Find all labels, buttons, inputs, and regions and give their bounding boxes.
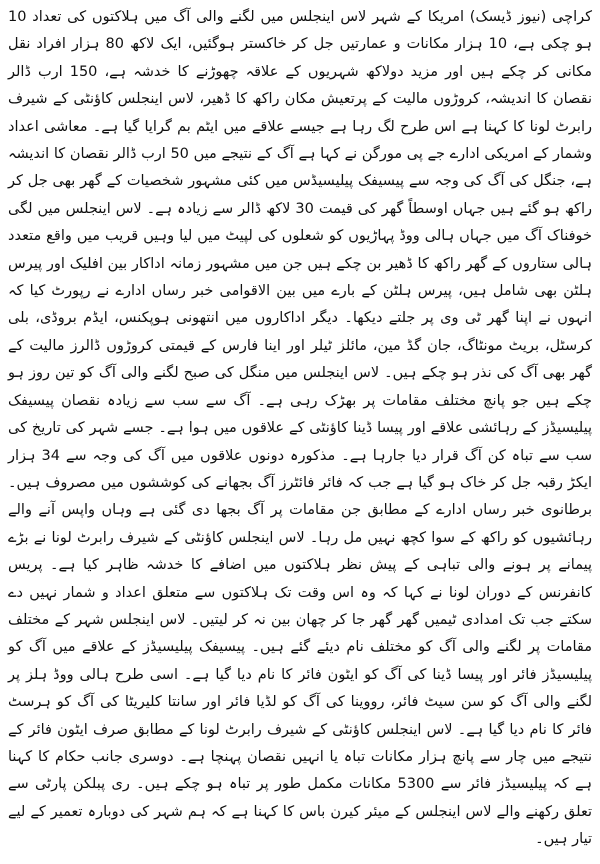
article-body: کراچی (نیوز ڈیسک) امریکا کے شہر لاس اینجلس میں لگنے والی آگ میں ہلاکتوں کی تعداد 10 ہو چکی ہے، 10 ہزار مکانات و عمارتیں جل کر خاکستر ہوگئیں، ایک لاکھ 80 ہزار افراد نقل مکانی کر چکے ہیں اور مزید دولاکھ شہریوں کے علاقہ چھوڑنے کا خدشہ ہے، 150 ارب ڈالر نقصان کا اندیشہ، کروڑوں مالیت کے پرتعیش مکان راکھ کا ڈھیر، لاس اینجلس کاؤنٹی کے شیرف رابرٹ لونا کا کہنا ہے اس طرح لگ رہا ہے جیسے علاقے میں ایٹم بم گرایا گیا ہے۔ معاشی اعداد وشمار کے امریکی ادارے جے پی مورگن نے کہا ہے آگ کے نتیجے میں 50 ارب ڈالر نقصان کا اندیشہ ہے، جنگل کی آگ کی وجہ سے پیسیفک پیلیسیڈس میں کئی مشہور شخصیات کے گھر بھی جل کر راکھ ہو گئے ہیں جہاں اوسطاً گھر کی قیمت 30 لاکھ ڈالر سے زیادہ ہے۔ لاس اینجلس میں لگی خوفناک آگ میں جہاں ہالی ووڈ پہاڑیوں کو شعلوں کی لپیٹ میں لیا وہیں قریب میں واقع متعدد ہالی ستاروں کے گھر راکھ کا ڈھیر بن چکے ہیں جن میں مشہور زمانہ اداکار بین افلیک اور پیرس ہلٹن بھی شامل ہیں، پیرس ہلٹن کے بارے میں بین الاقوامی خبر رساں ادارے نے رپورٹ کیا کہ انہوں نے اپنا گھر ٹی وی پر جلتے دیکھا۔ دیگر اداکاروں میں انتھونی ہوپکنس، ایڈم بروڈی، بلی کرسٹل، بریٹ مونٹاگ، جان گڈ مین، مائلز ٹیلر اور اینا فارس کے قیمتی کروڑوں ڈالرز مالیت کے گھر بھی آگ کی نذر ہو چکے ہیں۔ لاس اینجلس میں منگل کی صبح لگنے والی آگ کو تین روز ہو چکے ہیں جو پانچ مختلف مقامات پر بھڑک رہی ہے۔ آگ سے سب سے زیادہ نقصان پیسیفک پیلیسیڈز کے رہائشی علاقے اور پیسا ڈینا کاؤنٹی کے علاقوں میں ہوا ہے۔ جسے شہر کی تاریخ کی سب سے تباہ کن آگ قرار دیا جارہا ہے۔ مذکورہ دونوں علاقوں میں آگ کی وجہ سے 34 ہزار ایکڑ رقبہ جل کر خاک ہو گیا ہے جب کہ فائر فائٹرز آگ بجھانے کی کوششوں میں مصروف ہیں۔ برطانوی خبر رساں ادارے کے مطابق جن مقامات پر آگ بجھا دی گئی ہے وہاں واپس آنے والے رہائشیوں کو راکھ کے سوا کچھ نہیں مل رہا۔ لاس اینجلس کاؤنٹی کے شیرف رابرٹ لونا نے بڑے پیمانے پر ہونے والی تباہی کے پیش نظر ہلاکتوں میں اضافے کا خدشہ ظاہر کیا ہے۔ پریس کانفرنس کے دوران لونا نے کہا کہ وہ اس وقت تک ہلاکتوں سے متعلق اعداد و شمار نہیں دے سکتے جب تک امدادی ٹیمیں گھر گھر جا کر چھان بین نہ کر لیتیں۔ لاس اینجلس شہر کے مختلف مقامات پر لگنے والی آگ کو مختلف نام دیئے گئے ہیں۔ پیسیفک پیلیسیڈز کے علاقے میں آگ کو پیلیسیڈز فائر اور پیسا ڈینا کی آگ کو ایٹون فائر کا نام دیا گیا ہے۔ اسی طرح ہالی ووڈ ہلز پر لگنے والی آگ کو سن سیٹ فائر، رووینا کی آگ کو لڈیا فائر اور سانتا کلیریٹا کی آگ کو ہرسٹ فائر کا نام دیا گیا ہے۔ لاس اینجلس کاؤنٹی کے شیرف رابرٹ لونا کے مطابق صرف ایٹون فائر کے نتیجے میں چار سے پانچ ہزار مکانات تباہ یا انہیں نقصان پہنچا ہے۔ دوسری جانب حکام کا کہنا ہے کہ پیلیسیڈز فائر سے 5300 مکانات مکمل طور پر تباہ ہو چکے ہیں۔ ری پبلکن پارٹی سے تعلق رکھنے والے لاس اینجلس کے میئر کیرن باس کا کہنا ہے کہ ہم شہر کی دوبارہ تعمیر کے لیے تیار ہیں۔ [8, 9, 593, 848]
